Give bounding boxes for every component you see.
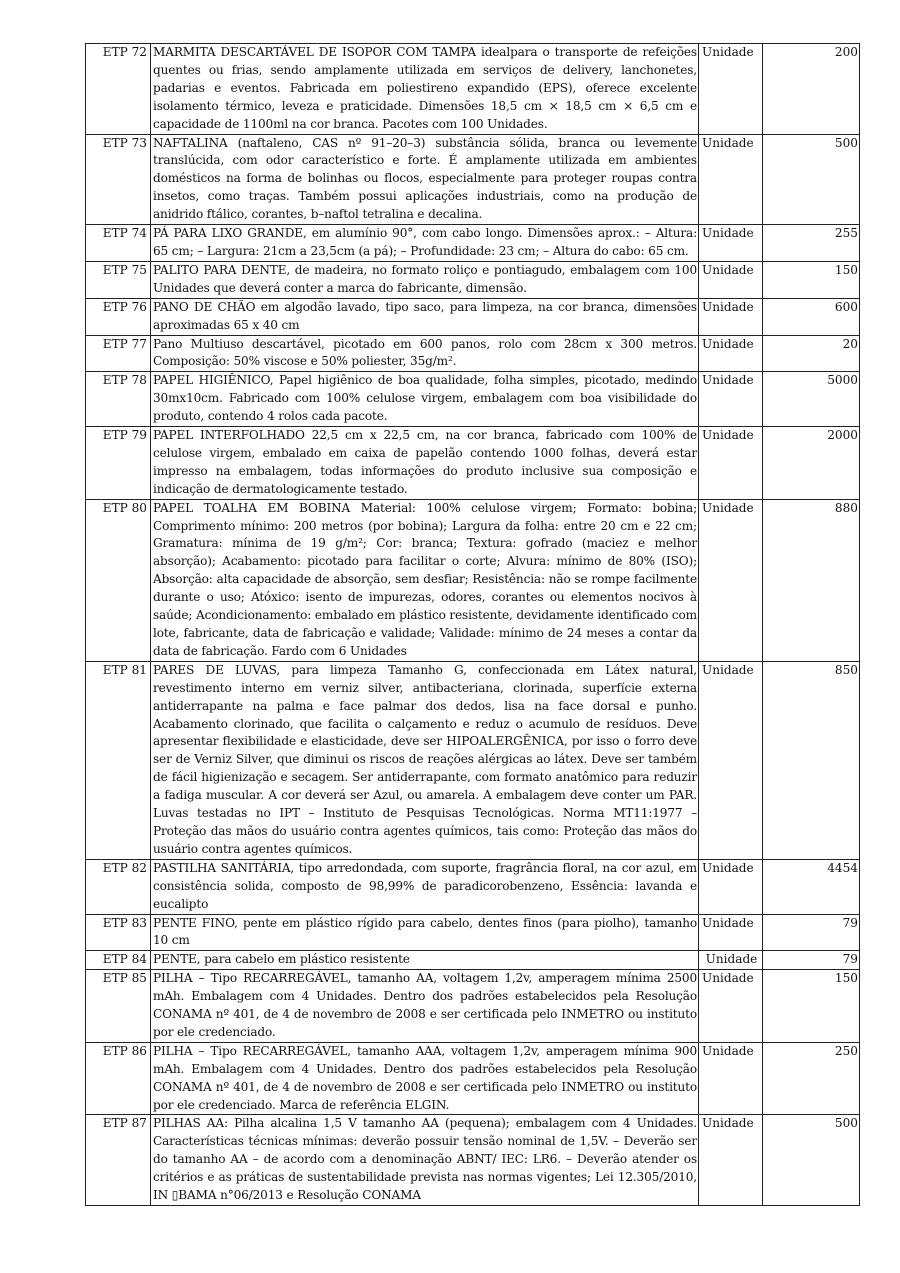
item-unit: Unidade — [699, 298, 763, 335]
item-quantity: 79 — [763, 951, 860, 970]
table-row — [86, 44, 860, 135]
item-quantity: 20 — [763, 335, 860, 372]
item-quantity: 255 — [763, 225, 860, 262]
table-row — [86, 134, 860, 225]
item-unit: Unidade — [699, 499, 763, 661]
item-quantity: 600 — [763, 298, 860, 335]
table-row — [86, 661, 860, 859]
item-quantity: 200 — [763, 44, 860, 135]
item-quantity: 79 — [763, 914, 860, 951]
item-description: PILHA – Tipo RECARREGÁVEL, tamanho AAA, voltagem 1,2v, amperagem mínima 900 mAh. Embalagem com 4 Unidades. Dentro dos padrões estabelecidos pela Resolução CONAMA nº 401, de 4 de novembro de 2008 e ser certificada pelo INMETRO ou instituto por ele credenciado. Marca de referência ELGIN. — [151, 1042, 699, 1115]
item-description: MARMITA DESCARTÁVEL DE ISOPOR COM TAMPA idealpara o transporte de refeições quentes ou frias, sendo amplamente utilizada em serviços de delivery, lanchonetes, padarias e eventos. Fabricada em poliestireno expandido (EPS), oferece excelente isolamento térmico, leveza e praticidade. Dimensões 18,5 cm × 18,5 cm × 6,5 cm e capacidade de 1100ml na cor branca. Pacotes com 100 Unidades. — [151, 44, 699, 135]
item-quantity: 5000 — [763, 372, 860, 427]
item-code: ETP 73 — [86, 134, 151, 225]
item-description: PENTE FINO, pente em plástico rígido para cabelo, dentes finos (para piolho), tamanho 10 cm — [151, 914, 699, 951]
table-row — [86, 1042, 860, 1115]
item-description: NAFTALINA (naftaleno, CAS nº 91–20–3) substância sólida, branca ou levemente translúcida, com odor característico e forte. É amplamente utilizada em ambientes domésticos na forma de bolinhas ou flocos, especialmente para proteger roupas contra insetos, como traças. Também possui aplicações industriais, como na produção de anidrido ftálico, corantes, b–naftol tetralina e decalina. — [151, 134, 699, 225]
item-code: ETP 85 — [86, 970, 151, 1043]
items-table — [85, 43, 860, 1206]
item-unit: Unidade — [699, 44, 763, 135]
item-description: PENTE, para cabelo em plástico resistente — [151, 951, 699, 970]
item-quantity: 150 — [763, 970, 860, 1043]
item-code: ETP 78 — [86, 372, 151, 427]
item-code: ETP 81 — [86, 661, 151, 859]
item-code: ETP 76 — [86, 298, 151, 335]
item-unit: Unidade — [699, 335, 763, 372]
table-row — [86, 298, 860, 335]
item-description: PILHAS AA: Pilha alcalina 1,5 V tamanho AA (pequena); embalagem com 4 Unidades. Características técnicas mínimas: deverão possuir tensão nominal de 1,5V. – Deverão ser do tamanho AA – de acordo com a denominação ABNT/ IEC: LR6. – Deverão atender os critérios e as práticas de sustentabilidade prevista nas normas vigentes; Lei 12.305/2010, IN ▯BAMA n°06/2013 e Resolução CONAMA — [151, 1115, 699, 1206]
item-quantity: 880 — [763, 499, 860, 661]
item-description: PAPEL TOALHA EM BOBINA Material: 100% celulose virgem; Formato: bobina; Comprimento mínimo: 200 metros (por bobina); Largura da folha: entre 20 cm e 22 cm; Gramatura: mínima de 19 g/m²; Cor: branca; Textura: gofrado (maciez e melhor absorção); Acabamento: picotado para facilitar o corte; Alvura: mínimo de 80% (ISO); Absorção: alta capacidade de absorção, sem desfiar; Resistência: não se rompe facilmente durante o uso; Atóxico: isento de impurezas, odores, corantes ou elementos nocivos à saúde; Acondicionamento: embalado em plástico resistente, devidamente identificado com lote, fabricante, data de fabricação e validade; Validade: mínimo de 24 meses a contar da data de fabricação. Fardo com 6 Unidades — [151, 499, 699, 661]
item-unit: Unidade — [699, 134, 763, 225]
item-code: ETP 84 — [86, 951, 151, 970]
item-code: ETP 86 — [86, 1042, 151, 1115]
table-row — [86, 499, 860, 661]
items-table-body — [86, 44, 860, 1206]
item-unit: Unidade — [699, 1115, 763, 1206]
item-code: ETP 74 — [86, 225, 151, 262]
item-unit: Unidade — [699, 261, 763, 298]
item-unit: Unidade — [699, 225, 763, 262]
table-row — [86, 372, 860, 427]
item-quantity: 500 — [763, 1115, 860, 1206]
item-quantity: 2000 — [763, 427, 860, 500]
item-unit: Unidade — [699, 1042, 763, 1115]
item-quantity: 4454 — [763, 859, 860, 914]
item-description: PÁ PARA LIXO GRANDE, em alumínio 90°, com cabo longo. Dimensões aprox.: – Altura: 65 cm; – Largura: 21cm a 23,5cm (a pá); – Profundidade: 23 cm; – Altura do cabo: 65 cm. — [151, 225, 699, 262]
item-description: PAPEL HIGIÊNICO, Papel higiênico de boa qualidade, folha simples, picotado, medindo 30mx10cm. Fabricado com 100% celulose virgem, embalagem com boa visibilidade do produto, contendo 4 rolos cada pacote. — [151, 372, 699, 427]
item-description: PANO DE CHÃO em algodão lavado, tipo saco, para limpeza, na cor branca, dimensões aproximadas 65 x 40 cm — [151, 298, 699, 335]
document-page — [85, 43, 859, 1206]
table-row — [86, 970, 860, 1043]
item-code: ETP 82 — [86, 859, 151, 914]
table-row — [86, 261, 860, 298]
item-description: PAPEL INTERFOLHADO 22,5 cm x 22,5 cm, na cor branca, fabricado com 100% de celulose virgem, embalado em caixa de papelão contendo 1000 folhas, deverá estar impresso na embalagem, todas informações do produto inclusive sua composição e indicação de dermatologicamente testado. — [151, 427, 699, 500]
item-unit: Unidade — [699, 951, 763, 970]
table-row — [86, 225, 860, 262]
table-row — [86, 1115, 860, 1206]
item-quantity: 850 — [763, 661, 860, 859]
item-description: PILHA – Tipo RECARREGÁVEL, tamanho AA, voltagem 1,2v, amperagem mínima 2500 mAh. Embalagem com 4 Unidades. Dentro dos padrões estabelecidos pela Resolução CONAMA nº 401, de 4 de novembro de 2008 e ser certificada pelo INMETRO ou instituto por ele credenciado. — [151, 970, 699, 1043]
item-quantity: 250 — [763, 1042, 860, 1115]
item-code: ETP 77 — [86, 335, 151, 372]
table-row — [86, 427, 860, 500]
item-code: ETP 83 — [86, 914, 151, 951]
item-description: PALITO PARA DENTE, de madeira, no formato roliço e pontiagudo, embalagem com 100 Unidades que deverá conter a marca do fabricante, dimensão. — [151, 261, 699, 298]
table-row — [86, 335, 860, 372]
item-code: ETP 87 — [86, 1115, 151, 1206]
table-row — [86, 914, 860, 951]
item-quantity: 500 — [763, 134, 860, 225]
table-row — [86, 859, 860, 914]
item-unit: Unidade — [699, 914, 763, 951]
item-unit: Unidade — [699, 970, 763, 1043]
item-unit: Unidade — [699, 372, 763, 427]
table-row — [86, 951, 860, 970]
item-code: ETP 80 — [86, 499, 151, 661]
item-code: ETP 75 — [86, 261, 151, 298]
item-unit: Unidade — [699, 427, 763, 500]
item-quantity: 150 — [763, 261, 860, 298]
item-code: ETP 79 — [86, 427, 151, 500]
item-unit: Unidade — [699, 859, 763, 914]
item-unit: Unidade — [699, 661, 763, 859]
item-code: ETP 72 — [86, 44, 151, 135]
item-description: PARES DE LUVAS, para limpeza Tamanho G, confeccionada em Látex natural, revestimento interno em verniz silver, antibacteriana, clorinada, superfície externa antiderrapante na palma e face palmar dos dedos, lisa na face dorsal e punho. Acabamento clorinado, que facilita o calçamento e reduz o acumulo de resíduos. Deve apresentar flexibilidade e elasticidade, deve ser HIPOALERGÊNICA, por isso o forro deve ser de Verniz Silver, que diminui os riscos de reações alérgicas ao látex. Deve ser também de fácil higienização e secagem. Ser antiderrapante, com formato anatômico para reduzir a fadiga muscular. A cor deverá ser Azul, ou amarela. A embalagem deve conter um PAR. Luvas testadas no IPT – Instituto de Pesquisas Tecnológicas. Norma MT11:1977 – Proteção das mãos do usuário contra agentes químicos, tais como: Proteção das mãos do usuário contra agentes químicos. — [151, 661, 699, 859]
item-description: Pano Multiuso descartável, picotado em 600 panos, rolo com 28cm x 300 metros. Composição: 50% viscose e 50% poliester, 35g/m². — [151, 335, 699, 372]
item-description: PASTILHA SANITÁRIA, tipo arredondada, com suporte, fragrância floral, na cor azul, em consistência solida, composto de 98,99% de paradicorobenzeno, Essência: lavanda e eucalipto — [151, 859, 699, 914]
